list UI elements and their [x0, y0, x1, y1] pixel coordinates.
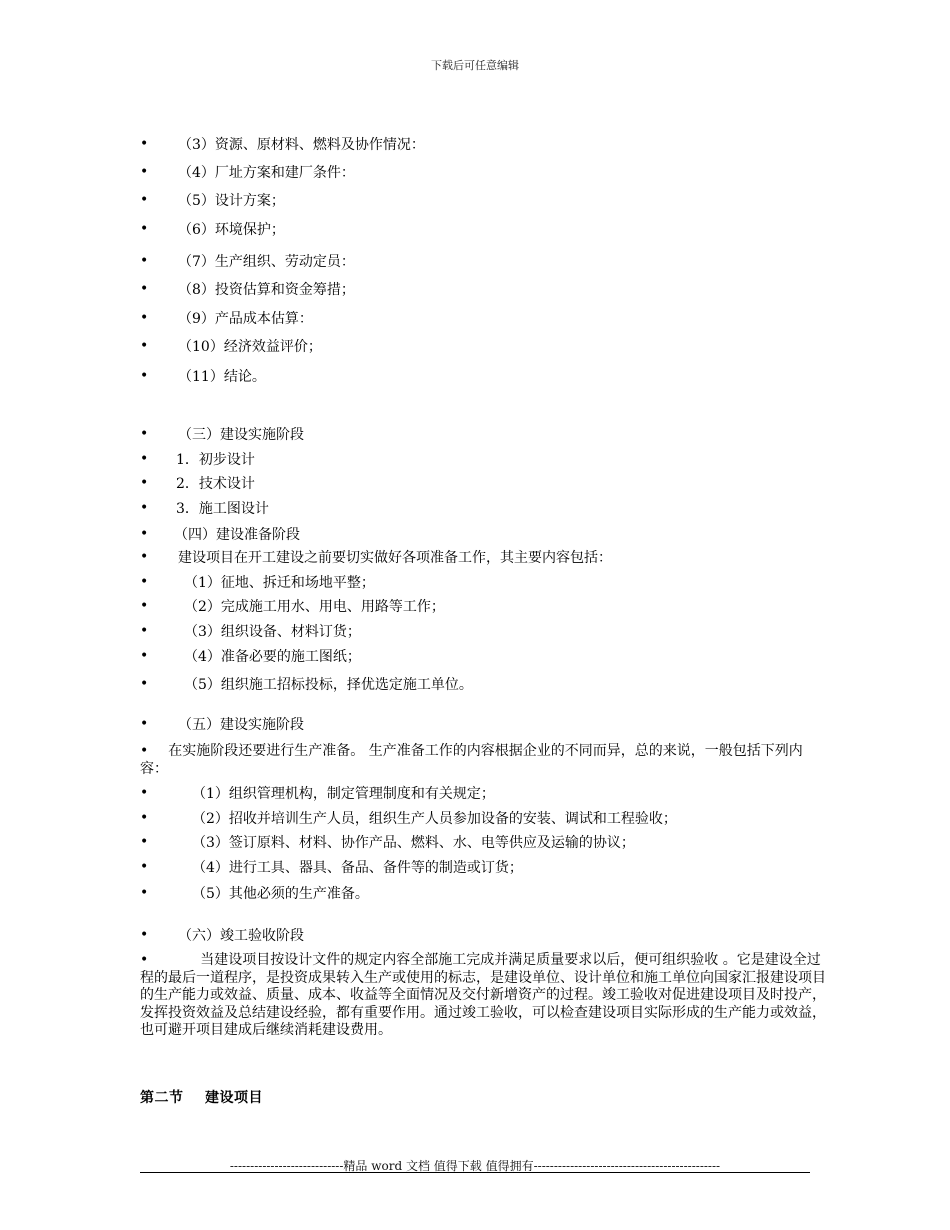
bullet-icon: • — [140, 500, 149, 516]
bullet-icon: • — [140, 810, 149, 826]
bullet-icon: • — [140, 952, 149, 968]
bullet-icon: • — [140, 859, 149, 875]
bullet-icon: • — [140, 475, 149, 491]
bullet-icon: • — [140, 623, 149, 639]
bullet-icon: • — [140, 549, 149, 565]
bullet-icon: • — [140, 192, 149, 208]
bullet-icon: • — [140, 885, 149, 901]
bullet-icon: • — [140, 310, 149, 326]
bullet-icon: • — [140, 338, 149, 354]
bullet-icon: • — [140, 834, 149, 850]
bullet-icon: • — [140, 716, 149, 732]
paragraph-acceptance: • 当建设项目按设计文件的规定内容全部施工完成并满足质量要求以后，便可组织验收 。它是建设全过程的最后一道程序，是投资成果转入生产或使用的标志，是建设单位、设计单位和施工单位向国家汇报建设项目的生产能力或效益、质量、成本、收益等全面情况及交付新增资产的过程。竣工验收对促进建设项目及时投产，发挥投资效益及总结建设经验，都有重要作用。通过竣工验收，可以检查建设项目实际形成的生产能力或效益，也可避开项目建成后继续消耗建设费用。 — [140, 952, 826, 1038]
bullet-icon: • — [140, 743, 149, 759]
page-header: 下载后可任意编辑 — [431, 59, 519, 72]
bullet-icon: • — [140, 598, 149, 614]
bullet-icon: • — [140, 368, 149, 384]
bullet-icon: • — [140, 927, 149, 943]
bullet-icon: • — [140, 281, 149, 297]
bullet-icon: • — [140, 253, 149, 269]
bullet-icon: • — [140, 785, 149, 801]
bullet-icon: • — [140, 648, 149, 664]
bullet-icon: • — [140, 221, 149, 237]
bullet-icon: • — [140, 676, 149, 692]
bullet-icon: • — [140, 451, 149, 467]
bullet-icon: • — [140, 574, 149, 590]
bullet-icon: • — [140, 136, 149, 152]
footer-rule — [140, 1172, 810, 1173]
page-footer: ----------------------------精品 word 文档 值得下载 值得拥有---------------------------------------------- — [229, 1159, 721, 1173]
section-heading: 第二节 建设项目 — [140, 1090, 263, 1106]
bullet-icon: • — [140, 526, 149, 542]
paragraph-production-prep: • 在实施阶段还要进行生产准备。 生产准备工作的内容根据企业的不同而异，总的来说，一般包括下列内容： — [140, 743, 803, 777]
bullet-icon: • — [140, 164, 149, 180]
bullet-icon: • — [140, 426, 149, 442]
